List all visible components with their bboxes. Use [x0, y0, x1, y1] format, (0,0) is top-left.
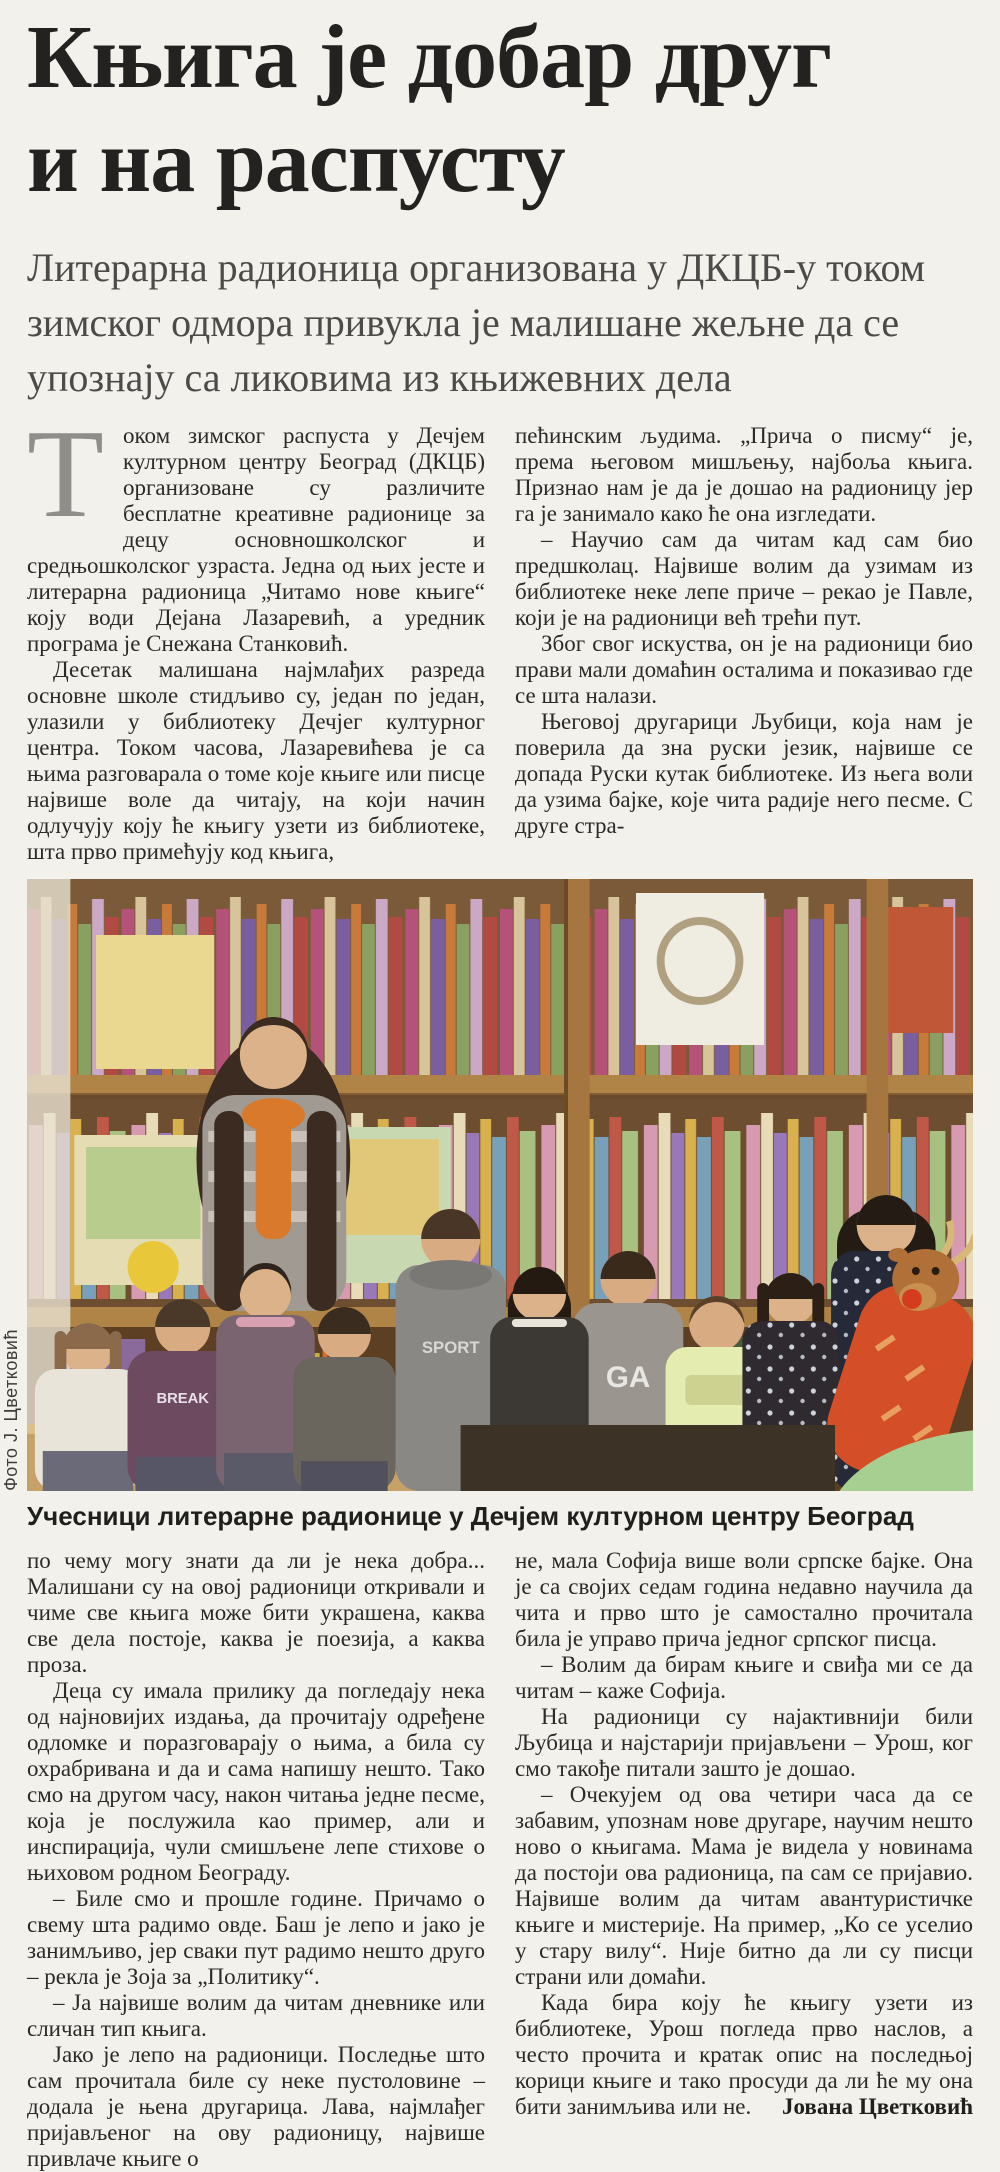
- paragraph: Јако је лепо на радионици. Последње што сам прочитала биле су неке пустоловине – додала је њена другарица. Лава, најмлађег пријављеног на ову радионицу, највише привлаче књиге о: [27, 2042, 485, 2171]
- paragraph: пећинским људима. „Прича о писму“ је, према његовом мишљењу, најбоља књига. Признао нам је да је дошао на радионицу јер га је занимало како ће она изгледати.: [515, 423, 973, 526]
- paragraph: – Биле смо и прошле године. Причамо о свему шта радимо овде. Баш је лепо и јако је занимљиво, јер сваки пут радимо нешто друго – рекла је Зоја за „Политику“.: [27, 1886, 485, 1989]
- paragraph-text: оком зимског распуста у Дечјем културном центру Београд (ДКЦБ) организоване су различите бесплатне креативне радионице за децу основношколског и средњошколског узраста. Једна од њих јесте и литерарна радионица „Читамо нове књиге“ коју води Дејана Лазаревић, а уредник програма је Снежана Станковић.: [27, 423, 485, 656]
- headline-line-1: Књига је добар друг: [27, 8, 831, 107]
- article-photo: [27, 879, 973, 1491]
- paragraph: На радионици су најактивнији били Љубица и најстарији пријављени – Урош, ког смо такође питали зашто је дошао.: [515, 1704, 973, 1781]
- paragraph: Деца су имала прилику да погледају нека од најновијих издања, да прочитају одређене одломке и поразговарају о њима, а била су охрабривана и да и сама напишу нешто. Тако смо на другом часу, након читања једне песме, која је послужила као пример, али и инспирација, чули смишљене лепе стихове о њиховом родном Београду.: [27, 1678, 485, 1885]
- paragraph: – Ја највише волим да читам дневнике или сличан тип књига.: [27, 1990, 485, 2041]
- paragraph: – Очекујем од ова четири часа да се забавим, упознам нове другаре, научим нешто ново о књигама. Мама је видела у новинама да постоји ова радионица, па сам се пријавио. Највише волим да читам авантуристичке књиге и мистерије. На пример, „Ко се уселио у стару вилу“. Није битно да ли су писци страни или домаћи.: [515, 1782, 973, 1989]
- paragraph: – Научио сам да читам кад сам био предшколац. Највише волим да узимам из библиотеке неке лепе приче – рекао је Павле, који је на радионици већ трећи пут.: [515, 527, 973, 630]
- body-bottom-columns: [27, 1548, 973, 2172]
- photo-block: [1, 879, 973, 1491]
- column-top-left: [27, 405, 485, 865]
- paragraph: не, мала Софија више воли српске бајке. Она је са својих седам година недавно научила да чита и прво што је самостално прочитала била је управо прича једног српског писца.: [515, 1548, 973, 1651]
- subheadline: Литерарна радионица организована у ДКЦБ-у током зимског одмора привукла је малишане жељне да се упознају са ликовима из књижевних дела: [27, 245, 926, 400]
- hoodie-text-gap: GA: [605, 1360, 651, 1395]
- paragraph: [27, 405, 485, 657]
- headline: [27, 0, 973, 214]
- library-photo-illustration: [27, 879, 973, 1491]
- paragraph: Због свог искуства, он је на радионици био прави мали домаћин осталима и показивао где се шта налази.: [515, 631, 973, 708]
- hoodie-text-sport: SPORT: [421, 1337, 480, 1358]
- paragraph: Десетак малишана најмлађих разреда основне школе стидљиво су, један по један, улазили у библиотеку Дечјег културног центра. Током часова, Лазаревићева је са њима разговарала о томе које књиге или писце највише воле да читају, на који начин одлучују коју ће књигу узети из библиотеке, шта прво примећују код књига,: [27, 657, 485, 864]
- column-bottom-left: [27, 1548, 485, 2172]
- headline-line-2: и на распусту: [27, 112, 565, 211]
- column-top-right: [515, 423, 973, 865]
- body-top-columns: [27, 405, 973, 865]
- hoodie-text-break: BREAK: [156, 1390, 209, 1408]
- photo-credit: Фото Ј. Цветковић: [1, 1329, 21, 1491]
- paragraph: Када бира коју ће књигу узети из библиотеке, Урош погледа прво наслов, а често прочита и кратак опис на последњој корици књиге и тако просуди да ли ће му она бити занимљива или не.: [515, 1990, 973, 2119]
- column-bottom-right: [515, 1548, 973, 2172]
- author-byline: Јована Цветковић: [781, 2094, 973, 2119]
- photo-caption: Учесници литерарне радионице у Дечјем културном центру Београд: [27, 1501, 914, 1531]
- drop-cap: Т: [27, 405, 104, 544]
- paragraph: Његовој другарици Љубици, која нам је поверила да зна руски језик, највише се допада Руски кутак библиотеке. Из њега воли да узима бајке, које чита радије него песме. С друге стра-: [515, 709, 973, 838]
- paragraph: – Волим да бирам књиге и свиђа ми се да читам – каже Софија.: [515, 1652, 973, 1703]
- paragraph: по чему могу знати да ли је нека добра... Малишани су на овој радионици откривали и чиме све књига може бити украшена, каква све дела постоје, каква је поезија, а каква проза.: [27, 1548, 485, 1677]
